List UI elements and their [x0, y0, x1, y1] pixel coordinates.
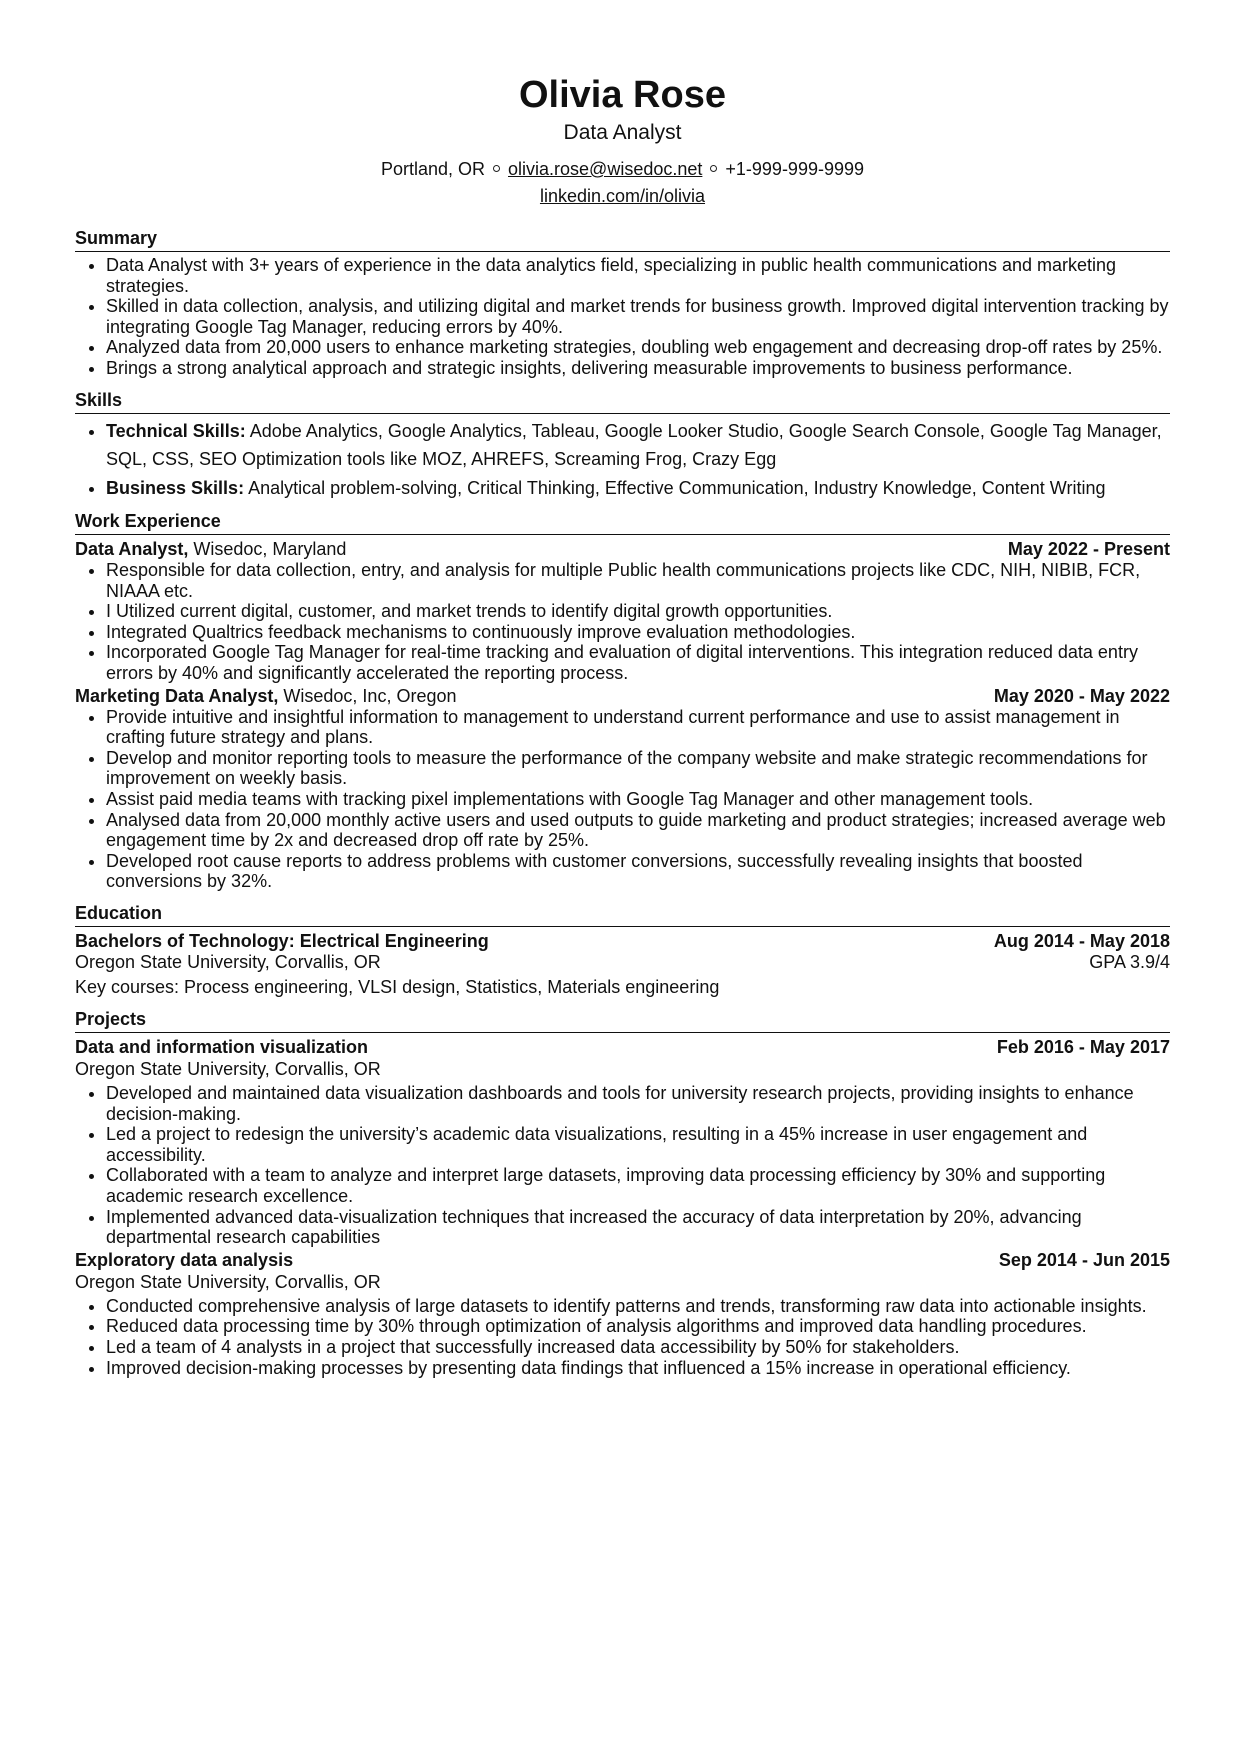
skills-section — [75, 389, 1170, 503]
list-item: • Skilled in data collection, analysis, and utilizing digital and market trends for business growth. Improved digital intervention tracking by integrating Google Tag Manager, reducing errors by 40%. — [106, 296, 1170, 337]
list-item: • Improved decision-making processes by presenting data findings that influenced a 15% increase in operational efficiency. — [106, 1358, 1170, 1379]
list-item — [106, 474, 1170, 503]
linkedin-link[interactable]: linkedin.com/in/olivia — [539, 186, 706, 206]
contact-line — [75, 156, 1170, 183]
list-item: • Provide intuitive and insightful information to management to understand current performance and use to assist management in crafting future strategy and plans. — [106, 707, 1170, 748]
project-header — [75, 1249, 1170, 1271]
experience-heading: Work Experience — [75, 510, 1170, 535]
job-company: Wisedoc, Inc, Oregon — [278, 685, 457, 706]
experience-section — [75, 510, 1170, 892]
candidate-name: Olivia Rose — [519, 74, 726, 116]
list-item: • Analyzed data from 20,000 users to enhance marketing strategies, doubling web engagement and decreasing drop-off rates by 25%. — [106, 337, 1170, 358]
job-role: Marketing Data Analyst — [75, 685, 274, 706]
list-item: • I Utilized current digital, customer, and market trends to identify digital growth opportunities. — [106, 601, 1170, 622]
skill-text: Analytical problem-solving, Critical Thinking, Effective Communication, Industry Knowledge, Content Writing — [244, 477, 1106, 498]
list-item: • Brings a strong analytical approach and strategic insights, delivering measurable improvements to business performance. — [106, 358, 1170, 379]
list-item: • Reduced data processing time by 30% through optimization of analysis algorithms and improved data handling procedures. — [106, 1316, 1170, 1337]
list-item: • Data Analyst with 3+ years of experience in the data analytics field, specializing in public health communications and marketing strategies. — [106, 255, 1170, 296]
projects-section — [75, 1008, 1170, 1378]
education-dates: Aug 2014 - May 2018 — [993, 930, 1170, 951]
skill-label: Business Skills: — [106, 477, 245, 498]
list-item: • Collaborated with a team to analyze and interpret large datasets, improving data processing efficiency by 30% and supporting academic research excellence. — [106, 1165, 1170, 1206]
degree: Bachelors of Technology: Electrical Engineering — [75, 930, 489, 951]
list-item: • Develop and monitor reporting tools to measure the performance of the company website and make strategic recommendations for improvement on weekly basis. — [106, 748, 1170, 789]
job-dates: May 2020 - May 2022 — [993, 685, 1170, 706]
skills-list — [75, 417, 1170, 503]
key-courses: Key courses: Process engineering, VLSI design, Statistics, Materials engineering — [75, 976, 720, 997]
summary-section — [75, 227, 1170, 379]
list-item: • Led a team of 4 analysts in a project that successfully increased data accessibility by 50% for stakeholders. — [106, 1337, 1170, 1358]
project-org: Oregon State University, Corvallis, OR — [75, 1271, 381, 1292]
gpa: GPA 3.9/4 — [1089, 951, 1170, 972]
project-bullets — [75, 1296, 1170, 1378]
job-company: Wisedoc, Maryland — [188, 539, 347, 560]
list-item: • Conducted comprehensive analysis of large datasets to identify patterns and trends, transforming raw data into actionable insights. — [106, 1296, 1170, 1317]
list-item: • Analysed data from 20,000 monthly active users and used outputs to guide marketing and product strategies; increased average web engagement time by 2x and decreased drop off rate by 25%. — [106, 810, 1170, 851]
project-title: Exploratory data analysis — [75, 1249, 294, 1270]
education-heading: Education — [75, 902, 1170, 927]
location: Portland, OR — [380, 159, 486, 179]
job-bullets — [75, 707, 1170, 892]
project-bullets — [75, 1083, 1170, 1248]
project-dates: Sep 2014 - Jun 2015 — [998, 1249, 1170, 1270]
bullet-separator-icon — [493, 165, 500, 172]
job-dates: May 2022 - Present — [1007, 539, 1170, 560]
list-item — [106, 417, 1170, 474]
resume-page — [75, 72, 1170, 1378]
skill-text: Adobe Analytics, Google Analytics, Tableau, Google Looker Studio, Google Search Console, Google Tag Manager, SQL, CSS, SEO Optimization tools like MOZ, AHREFS, Screaming Frog, Crazy Egg — [106, 420, 1162, 470]
school: Oregon State University, Corvallis, OR — [75, 951, 381, 972]
list-item: • Responsible for data collection, entry, and analysis for multiple Public health communications projects like CDC, NIH, NIBIB, FCR, NIAAA etc. — [106, 560, 1170, 601]
linkedin-line — [75, 183, 1170, 210]
candidate-title: Data Analyst — [563, 121, 682, 144]
degree-row — [75, 930, 1170, 952]
project-dates: Feb 2016 - May 2017 — [996, 1036, 1170, 1057]
project-title: Data and information visualization — [75, 1036, 369, 1057]
resume-header — [75, 72, 1170, 210]
project-org: Oregon State University, Corvallis, OR — [75, 1058, 381, 1079]
list-item: • Assist paid media teams with tracking pixel implementations with Google Tag Manager and other management tools. — [106, 789, 1170, 810]
education-section — [75, 902, 1170, 998]
bullet-separator-icon — [710, 165, 717, 172]
skills-heading: Skills — [75, 389, 1170, 414]
summary-heading: Summary — [75, 227, 1170, 252]
summary-list — [75, 255, 1170, 379]
list-item: • Implemented advanced data-visualization techniques that increased the accuracy of data interpretation by 20%, advancing departmental research capabilities — [106, 1207, 1170, 1248]
job-bullets — [75, 560, 1170, 684]
list-item: • Developed root cause reports to address problems with customer conversions, successfully revealing insights that boosted conversions by 32%. — [106, 851, 1170, 892]
list-item: • Led a project to redesign the university’s academic data visualizations, resulting in a 45% increase in user engagement and accessibility. — [106, 1124, 1170, 1165]
phone: +1-999-999-9999 — [725, 159, 865, 179]
email-link[interactable]: olivia.rose@wisedoc.net — [508, 159, 703, 179]
job-header: Marketing Data Analyst, Wisedoc, Inc, Oregon May 2020 - May 2022 — [75, 685, 1170, 706]
list-item: • Incorporated Google Tag Manager for real-time tracking and evaluation of digital interventions. This integration reduced data entry errors by 40% and significantly accelerated the reporting process. — [106, 642, 1170, 683]
projects-heading: Projects — [75, 1008, 1170, 1033]
school-row — [75, 952, 1170, 972]
list-item: • Integrated Qualtrics feedback mechanisms to continuously improve evaluation methodologies. — [106, 622, 1170, 643]
project-header — [75, 1036, 1170, 1058]
list-item: • Developed and maintained data visualization dashboards and tools for university research projects, providing insights to enhance decision-making. — [106, 1083, 1170, 1124]
skill-label: Technical Skills: — [106, 420, 246, 441]
job-role: Data Analyst — [75, 539, 184, 560]
job-header: Data Analyst, Wisedoc, Maryland May 2022 - Present — [75, 539, 1170, 560]
